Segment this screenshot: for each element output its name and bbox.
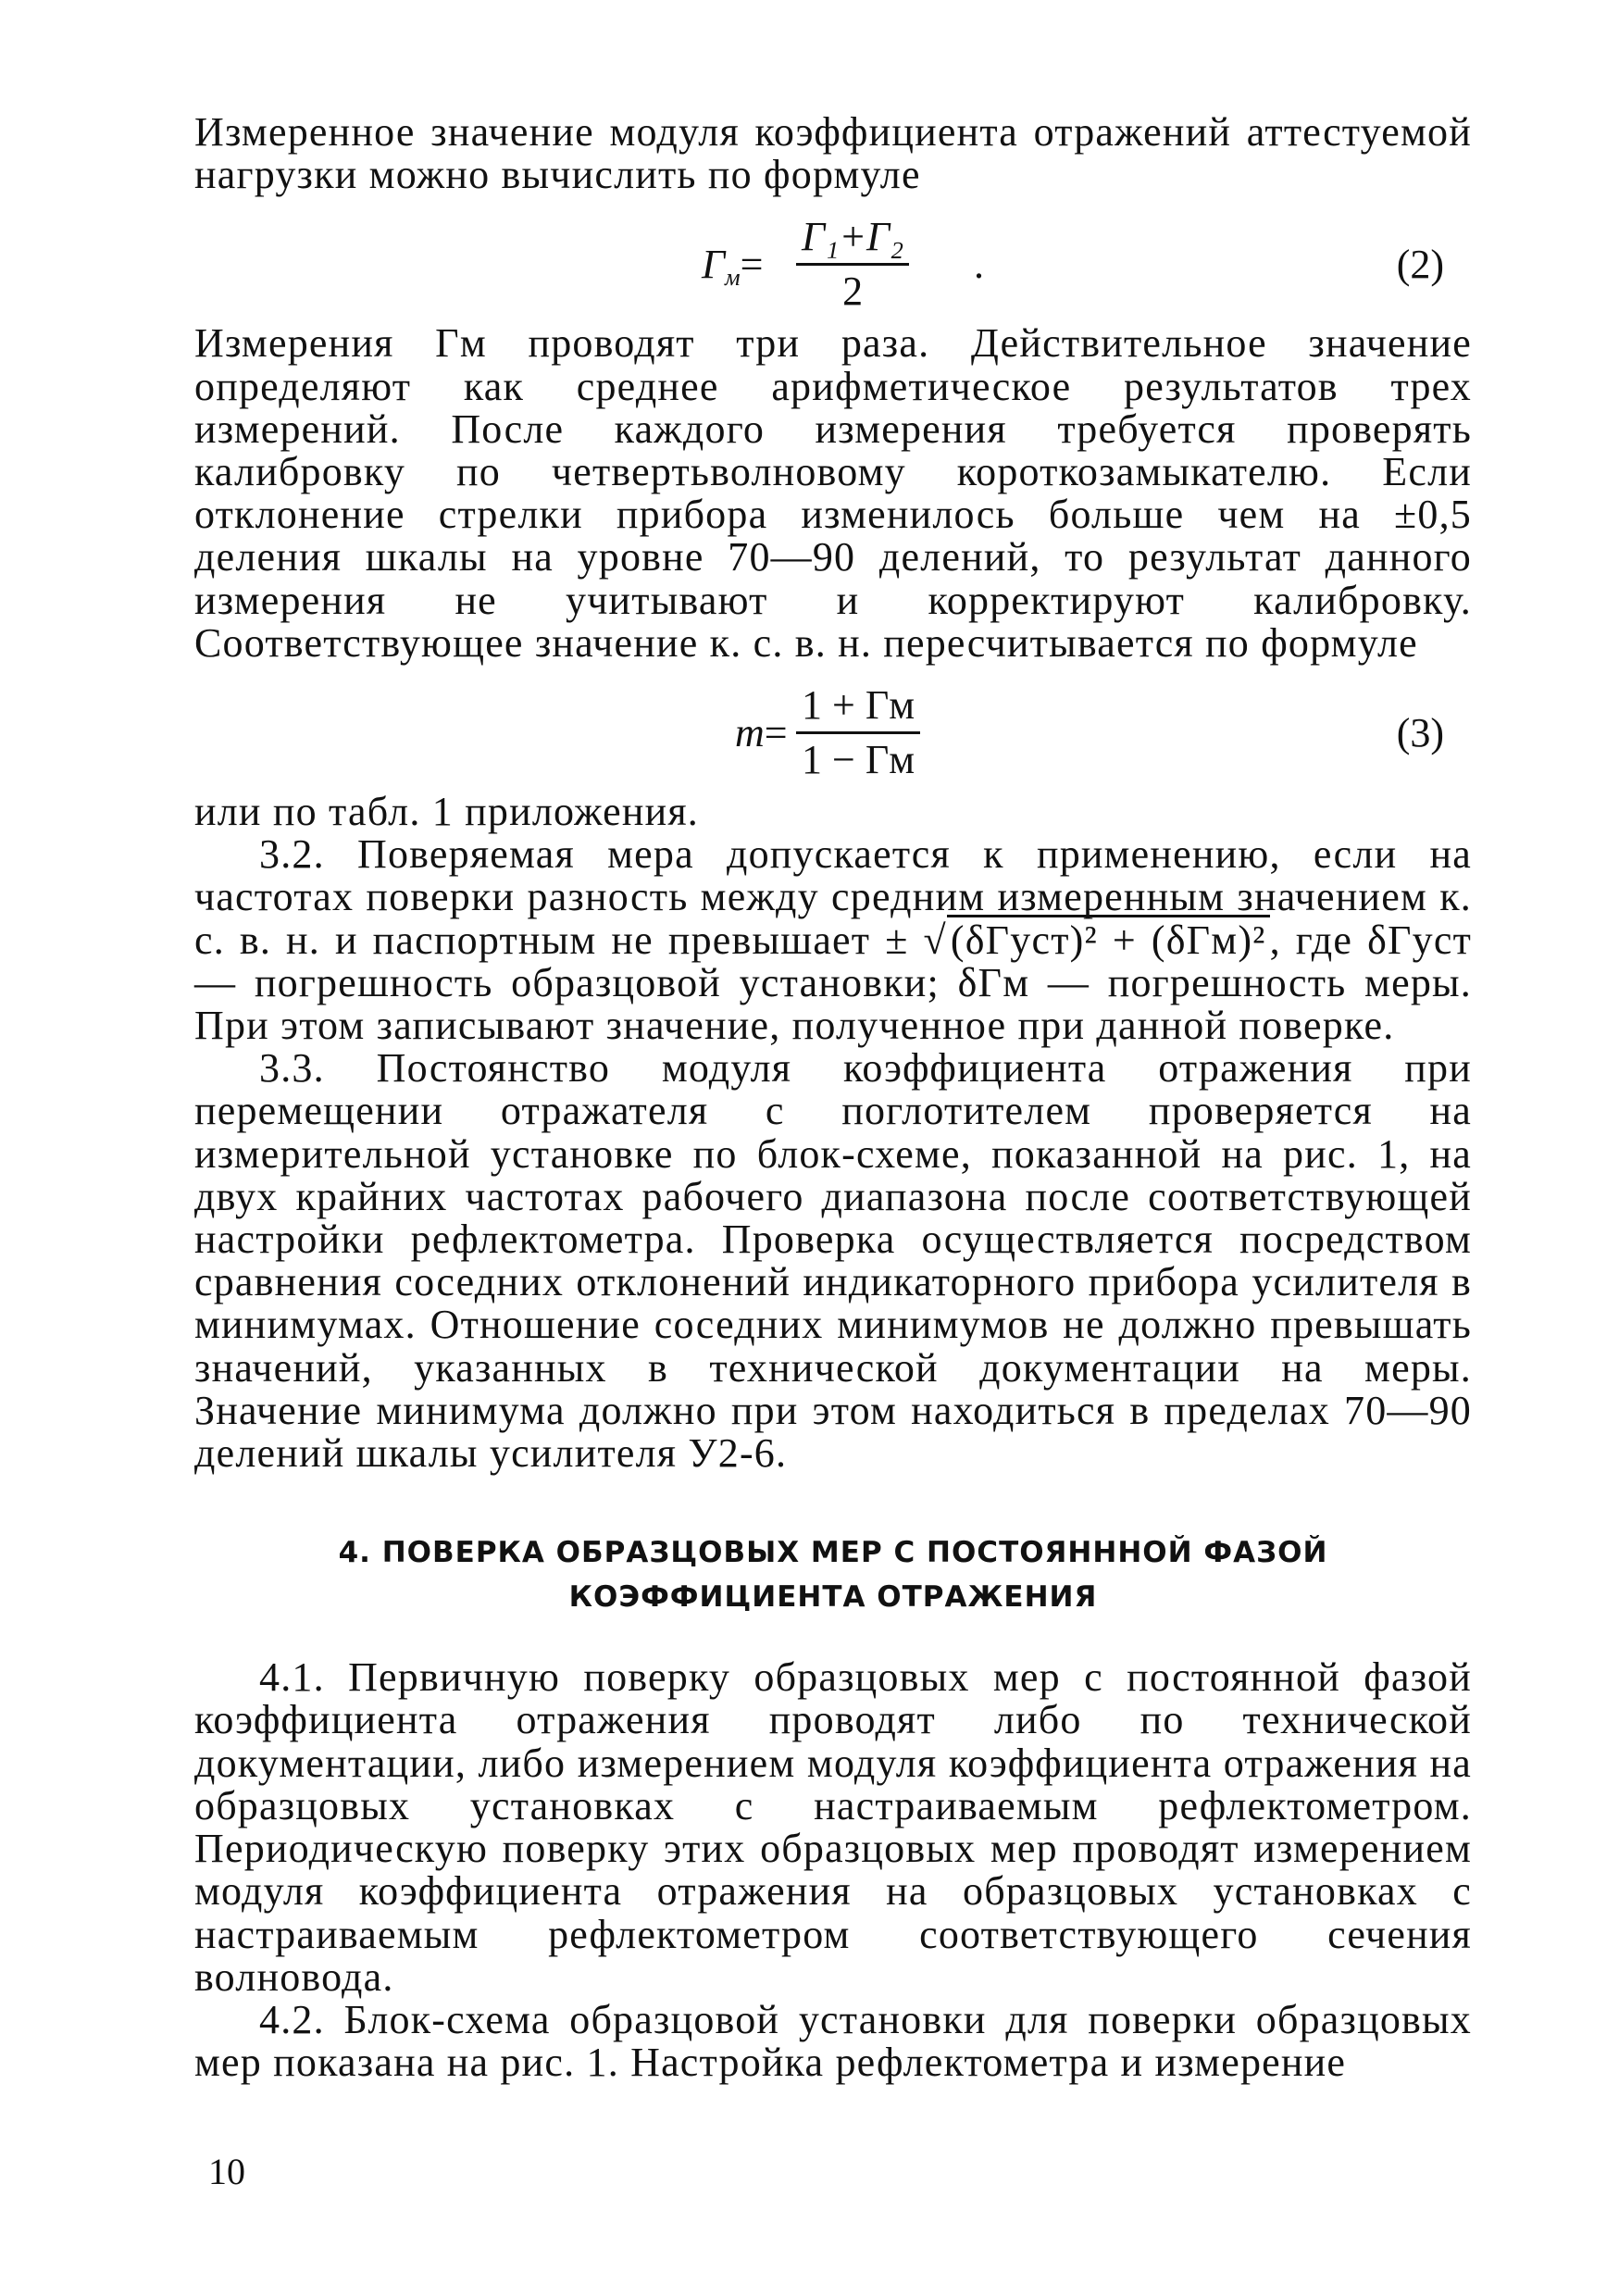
sqrt-content: (δΓуст)² + (δΓм)² [947, 915, 1270, 963]
paragraph-3-2 [194, 833, 1472, 1047]
section-heading-4 [194, 1530, 1472, 1619]
formula-3 [194, 672, 1472, 783]
formula-2-denominator: 2 [842, 268, 864, 315]
page-number: 10 [208, 2151, 245, 2192]
formula-2-fraction [796, 214, 909, 315]
formula-2-period: . [974, 242, 984, 288]
paragraph-3-2-end: , где δΓуст — погрешность образцовой установки; δΓм — погрешность меры. При этом записывают значение, полученное при данной поверке. [194, 917, 1472, 1049]
paragraph-table-ref: или по табл. 1 приложения. [194, 789, 699, 835]
paragraph-4-2: 4.2. Блок-схема образцовой установки для поверки образцовых мер показана на рис. 1. Настройка рефлектометра и измерение [194, 1996, 1472, 2086]
formula-3-denominator: 1 − Γм [802, 737, 915, 783]
paragraph-3-3: 3.3. Постоянство модуля коэффициента отражения при перемещении отражателя с поглотителем проверяется на измерительной установке по блок-схеме, показанной на рис. 1, на двух крайних частотах рабочего диапазона после соответствующей настройки рефлектометра. Проверка осуществляется посредством сравнения соседних отклонений индикаторного прибора усилителя в минимумах. Отношение соседних минимумов не должно превышать значений, указанных в технической документации на меры. Значение минимума должно при этом находиться в пределах 70—90 делений шкалы усилителя У2-6. [194, 1045, 1472, 1477]
formula-3-number: (3) [1396, 710, 1444, 756]
formula-3-fraction [796, 682, 920, 783]
paragraph-3-2-start: 3.2. Поверяемая мера допускается к применению, если на частотах поверки разность между средним измеренным значением к. с. в. н. и паспортным не превышает ± [194, 831, 1472, 963]
paragraph-measurements: Измерения Γм проводят три раза. Действительное значение определяют как среднее арифметическое результатов трех измерений. После каждого измерения требуется проверять калибровку по четвертьволновому короткозамыкателю. Если отклонение стрелки прибора изменилось больше чем на ±0,5 деления шкалы на уровне 70—90 делений, то результат данного измерения не учитывают и корректируют калибровку. Соответствующее значение к. с. в. н. пересчитывается по формуле [194, 320, 1472, 666]
section-heading-line-1: 4. ПОВЕРКА ОБРАЗЦОВЫХ МЕР С ПОСТОЯНННОЙ ФАЗОЙ [338, 1536, 1328, 1570]
paragraph-4-1: 4.1. Первичную поверку образцовых мер с постоянной фазой коэффициента отражения проводят либо по технической документации, либо измерением модуля коэффициента отражения на образцовых установках с настраиваемым рефлектометром. Периодическую поверку этих образцовых мер проводят измерением модуля коэффициента отражения на образцовых установках с настраиваемым рефлектометром соответствующего сечения волновода. [194, 1654, 1472, 2000]
formula-3-lhs: m= [735, 710, 788, 756]
formula-2-lhs: $\Gamma_м=$ [702, 242, 764, 292]
formula-2-number: (2) [1396, 242, 1444, 288]
section-heading-line-2: КОЭФФИЦИЕНТА ОТРАЖЕНИЯ [568, 1580, 1098, 1615]
sqrt-sign: √ [923, 917, 947, 963]
formula-2-numerator: Γ₁+Γ₂ [796, 217, 909, 266]
formula-2 [194, 204, 1472, 315]
paragraph-intro: Измеренное значение модуля коэффициента отражений аттестуемой нагрузки можно вычислить по формуле [194, 109, 1472, 198]
formula-3-numerator: 1 + Γм [796, 685, 920, 734]
page-body [194, 111, 1472, 2084]
